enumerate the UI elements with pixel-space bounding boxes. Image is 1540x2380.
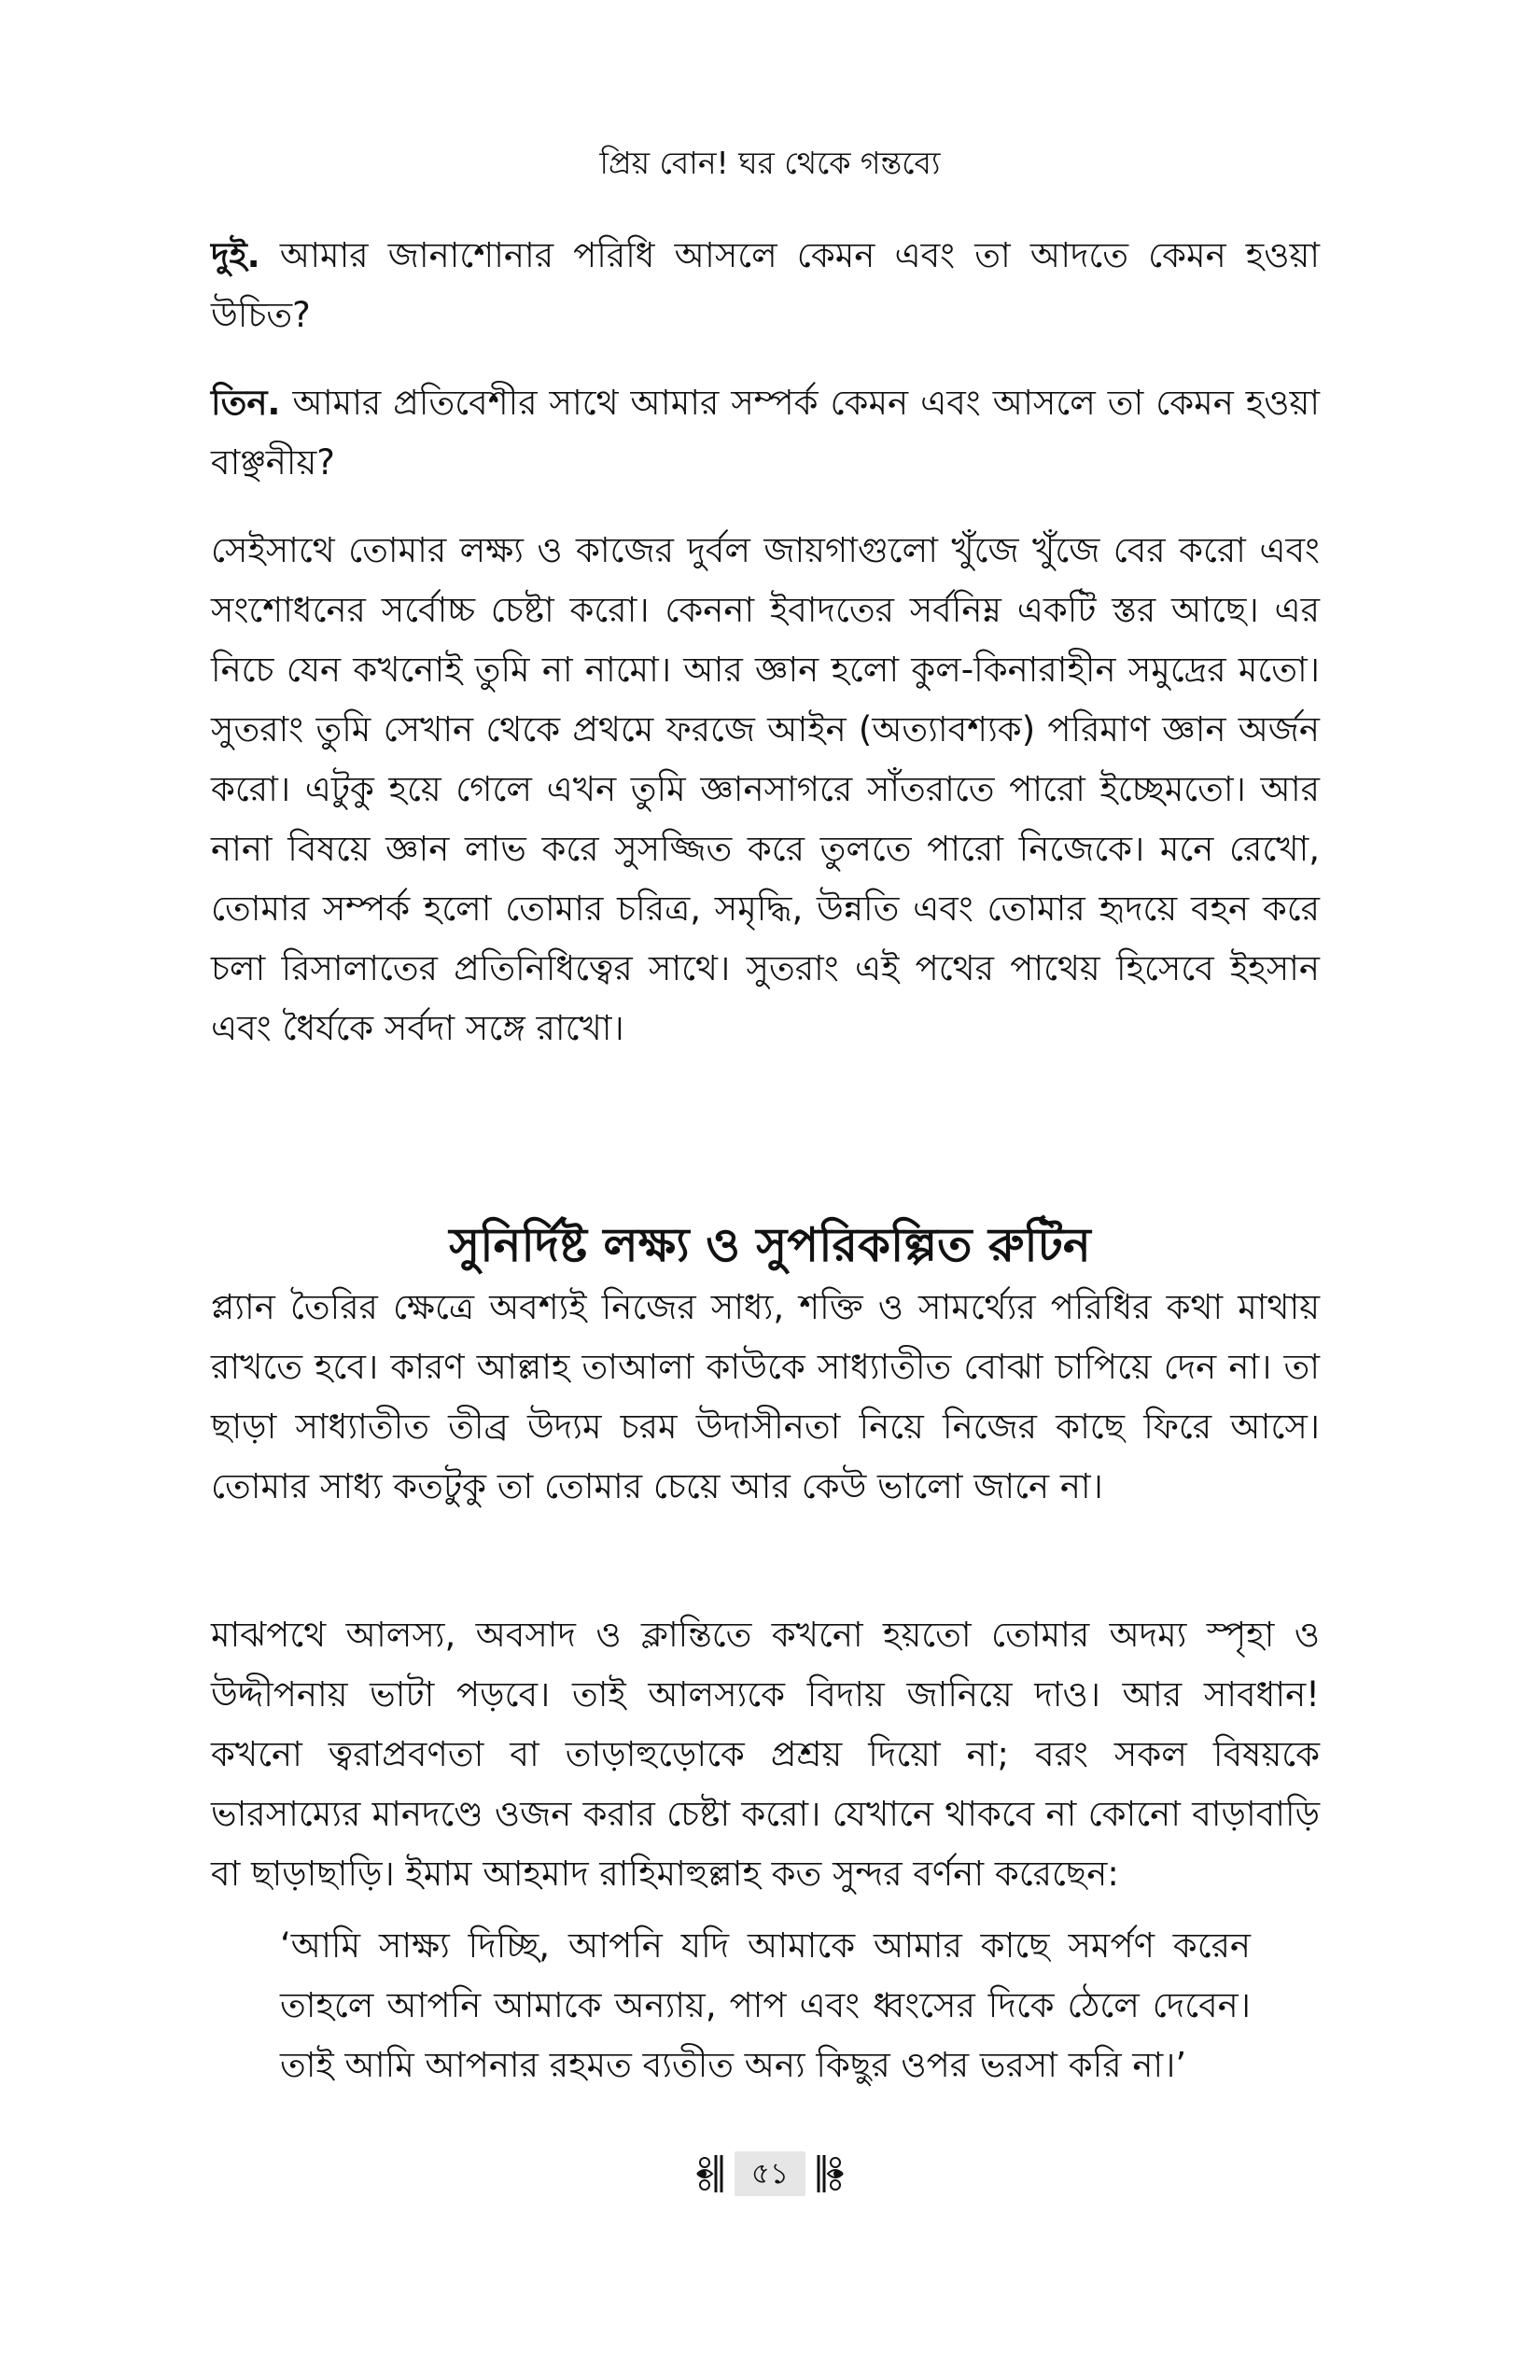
point-text: আমার প্রতিবেশীর সাথে আমার সম্পর্ক কেমন এবং আসলে তা কেমন হওয়া বাঞ্ছনীয়? [211, 383, 1320, 483]
section-heading: সুনির্দিষ্ট লক্ষ্য ও সুপরিকল্পিত রুটিন [449, 1217, 1091, 1272]
paragraph-body: মাঝপথে আলস্য, অবসাদ ও ক্লান্তিতে কখনো হয়তো তোমার অদম্য স্পৃহা ও উদ্দীপনায় ভাটা পড়বে। তাই আলস্যকে বিদায় জানিয়ে দাও। আর সাবধান! কখনো ত্বরাপ্রবণতা বা তাড়াহুড়োকে প্রশ্রয় দিয়ো না; বরং সকল বিষয়কে ভারসাম্যের মানদণ্ডে ওজন করার চেষ্টা করো। যেখানে থাকবে না কোনো বাড়াবাড়ি বা ছাড়াছাড়ি। ইমাম আহমাদ রাহিমাহুল্লাহ কত সুন্দর বর্ণনা করেছেন: [211, 1615, 1320, 1894]
block-quote: ‘আমি সাক্ষ্য দিচ্ছি, আপনি যদি আমাকে আমার কাছে সমর্পণ করেন তাহলে আপনি আমাকে অন্যায়, পাপ এবং ধ্বংসের দিকে ঠেলে দেবেন। তাই আমি আপনার রহমত ব্যতীত অন্য কিছুর ওপর ভরসা করি না।’ [280, 1925, 1251, 2085]
paragraph-point-three [211, 373, 1320, 493]
paragraph-point-two [211, 226, 1320, 345]
running-head: প্রিয় বোন! ঘর থেকে গন্তব্যে [599, 145, 941, 181]
page-number: ৫১ [735, 2151, 805, 2196]
point-label: দুই. [211, 235, 260, 275]
floral-bracket-right-icon [813, 2151, 847, 2196]
paragraph-body: সেইসাথে তোমার লক্ষ্য ও কাজের দুর্বল জায়গাগুলো খুঁজে খুঁজে বের করো এবং সংশোধনের সর্বোচ্চ চেষ্টা করো। কেননা ইবাদতের সর্বনিম্ন একটি স্তর আছে। এর নিচে যেন কখনোই তুমি না নামো। আর জ্ঞান হলো কুল-কিনারাহীন সমুদ্রের মতো। সুতরাং তুমি সেখান থেকে প্রথমে ফরজে আইন (অত্যাবশ্যক) পরিমাণ জ্ঞান অর্জন করো। এটুকু হয়ে গেলে এখন তুমি জ্ঞানসাগরে সাঁতরাতে পারো ইচ্ছেমতো। আর নানা বিষয়ে জ্ঞান লাভ করে সুসজ্জিত করে তুলতে পারো নিজেকে। মনে রেখো, তোমার সম্পর্ক হলো তোমার চরিত্র, সমৃদ্ধি, উন্নতি এবং তোমার হৃদয়ে বহন করে চলা রিসালাতের প্রতিনিধিত্বের সাথে। সুতরাং এই পথের পাথেয় হিসেবে ইহসান এবং ধৈর্যকে সর্বদা সঙ্গে রাখো। [211, 530, 1320, 1048]
page-footer [681, 2149, 859, 2198]
paragraph-body: প্ল্যান তৈরির ক্ষেত্রে অবশ্যই নিজের সাধ্য, শক্তি ও সামর্থ্যের পরিধির কথা মাথায় রাখতে হবে। কারণ আল্লাহ তাআলা কাউকে সাধ্যাতীত বোঝা চাপিয়ে দেন না। তা ছাড়া সাধ্যাতীত তীব্র উদ্যম চরম উদাসীনতা নিয়ে নিজের কাছে ফিরে আসে। তোমার সাধ্য কতটুকু তা তোমার চেয়ে আর কেউ ভালো জানে না। [211, 1287, 1320, 1506]
floral-bracket-left-icon [693, 2151, 727, 2196]
point-label: তিন. [211, 383, 281, 423]
point-text: আমার জানাশোনার পরিধি আসলে কেমন এবং তা আদতে কেমন হওয়া উচিত? [211, 235, 1320, 335]
